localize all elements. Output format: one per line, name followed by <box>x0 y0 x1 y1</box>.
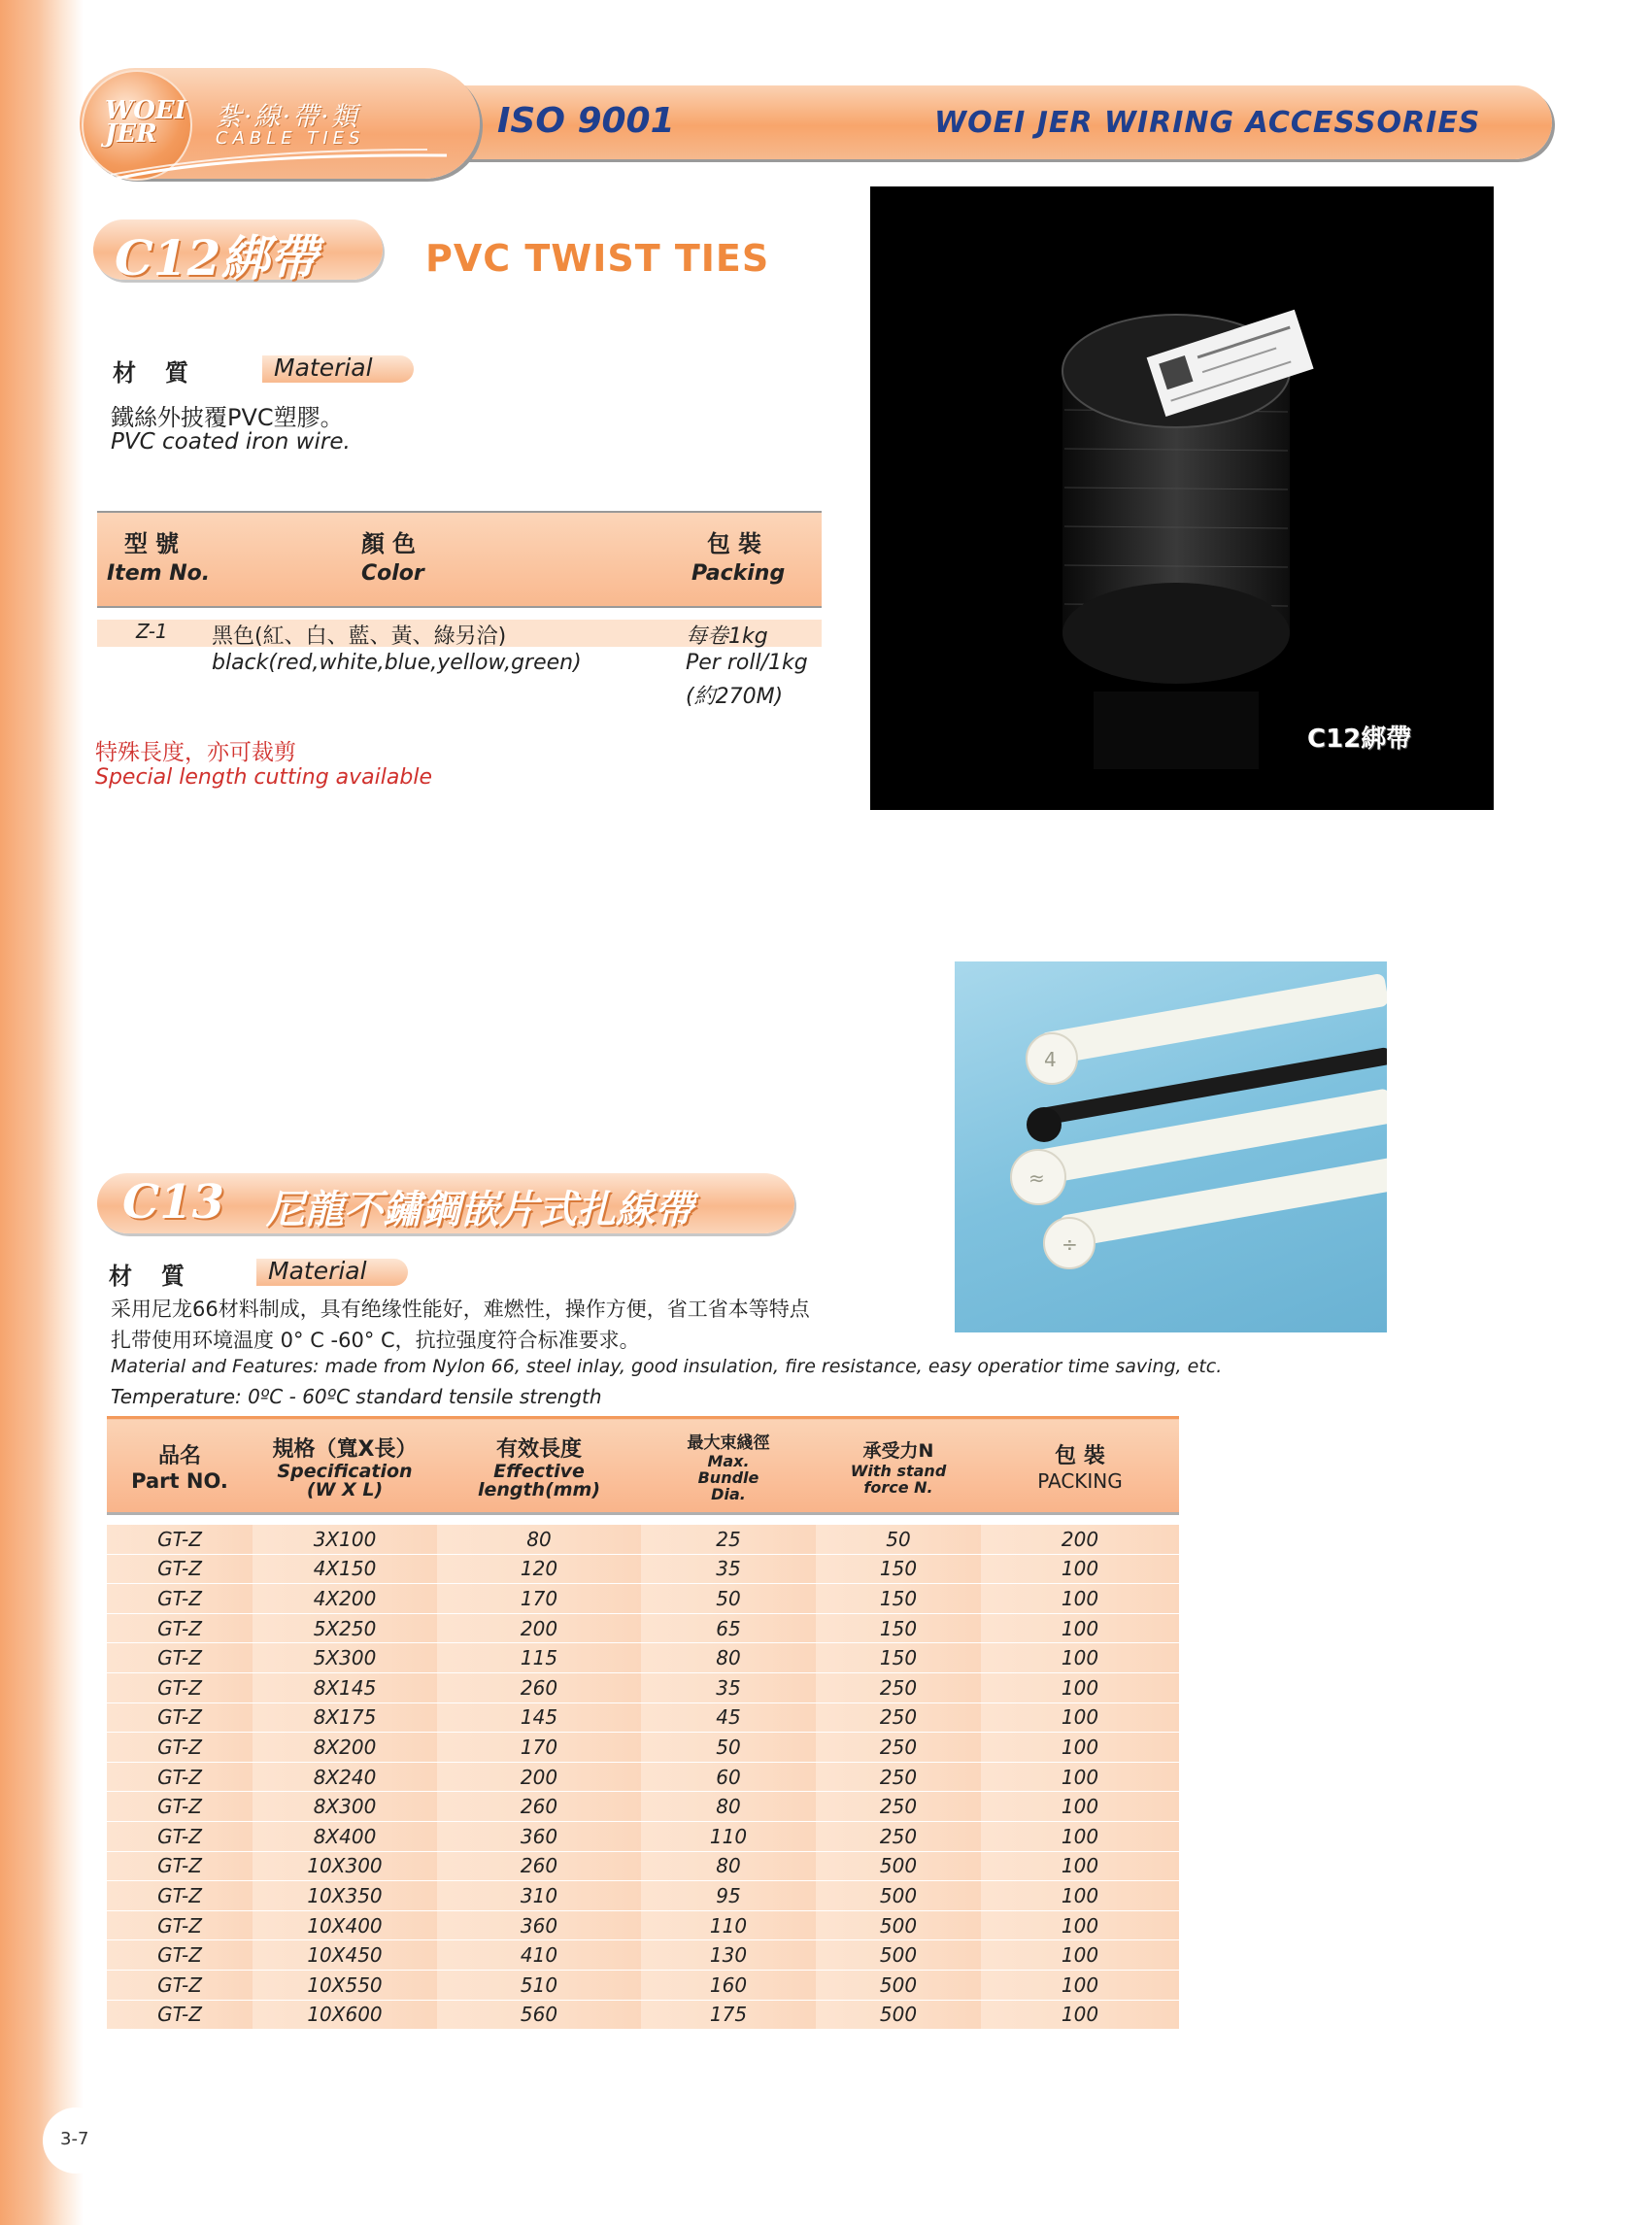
c12-note-cn: 特殊長度，亦可裁剪 <box>95 740 296 765</box>
c13-table-header-row <box>107 1418 1179 1514</box>
c13-title-cn: 尼龍不鏽鋼嵌片式扎線帶 <box>266 1187 693 1232</box>
c12-col-packing-en: Packing <box>691 561 786 586</box>
table-cell: 250 <box>816 1702 981 1733</box>
table-cell: 10X300 <box>253 1851 437 1881</box>
table-row <box>107 1762 1179 1792</box>
logo-chinese-text: 紮·線·帶·類 <box>216 102 359 132</box>
table-cell: 560 <box>437 2000 641 2030</box>
table-cell: GT-Z <box>107 1821 253 1851</box>
logo-english-text: CABLE TIES <box>216 128 365 149</box>
table-cell: 100 <box>981 1910 1179 1940</box>
table-cell: 100 <box>981 1821 1179 1851</box>
table-cell: 100 <box>981 1881 1179 1911</box>
table-cell: 4X150 <box>253 1554 437 1584</box>
table-cell: 360 <box>437 1821 641 1851</box>
table-cell: 130 <box>641 1940 816 1971</box>
c12-col-color-cn: 顏色 <box>361 530 423 557</box>
table-cell: 8X175 <box>253 1702 437 1733</box>
table-cell: 150 <box>816 1584 981 1614</box>
table-cell: 95 <box>641 1881 816 1911</box>
c12-col-packing-cn: 包裝 <box>707 530 769 557</box>
c12-color-en: black(red,white,blue,yellow,green) <box>212 651 582 675</box>
table-cell: GT-Z <box>107 1851 253 1881</box>
c12-col-item-en: Item No. <box>107 561 211 586</box>
table-row <box>107 1733 1179 1763</box>
c13-title-code: C13 <box>122 1175 224 1230</box>
table-cell: 120 <box>437 1554 641 1584</box>
c13-col-part: 品名 Part NO. <box>107 1418 253 1514</box>
table-row <box>107 1821 1179 1851</box>
table-cell: 35 <box>641 1672 816 1702</box>
c12-packing-3: (約270M) <box>686 685 784 709</box>
table-cell: 10X450 <box>253 1940 437 1971</box>
table-cell: 100 <box>981 1940 1179 1971</box>
table-cell: 8X400 <box>253 1821 437 1851</box>
c13-desc-cn-2: 扎带使用环境温度 0° C -60° C，抗拉强度符合标准要求。 <box>111 1329 640 1352</box>
table-cell: 500 <box>816 1851 981 1881</box>
table-cell: 35 <box>641 1554 816 1584</box>
table-cell: 25 <box>641 1525 816 1554</box>
table-cell: GT-Z <box>107 1792 253 1822</box>
table-cell: GT-Z <box>107 1643 253 1673</box>
table-cell: 200 <box>437 1762 641 1792</box>
svg-text:≈: ≈ <box>1028 1166 1045 1190</box>
table-cell: 80 <box>641 1851 816 1881</box>
table-row <box>107 1910 1179 1940</box>
table-cell: 110 <box>641 1910 816 1940</box>
table-cell: 100 <box>981 1643 1179 1673</box>
table-cell: 10X350 <box>253 1881 437 1911</box>
table-cell: 500 <box>816 2000 981 2030</box>
logo-swoosh-graphic <box>107 146 456 185</box>
c13-col-packing: 包 裝 PACKING <box>981 1418 1179 1514</box>
cable-ties-image <box>955 961 1387 1332</box>
table-row <box>107 1525 1179 1554</box>
c12-color-cn: 黑色(紅、白、藍、黃、綠另洽) <box>212 624 507 649</box>
table-cell: GT-Z <box>107 1733 253 1763</box>
table-cell: 65 <box>641 1613 816 1643</box>
table-cell: 100 <box>981 1554 1179 1584</box>
table-cell: 160 <box>641 1970 816 2000</box>
c13-col-spec: 規格（寬X長） Specification (W X L) <box>253 1418 437 1514</box>
table-cell: 250 <box>816 1762 981 1792</box>
c13-col-bundle-dia: 最大束綫徑 Max. Bundle Dia. <box>641 1418 816 1514</box>
table-cell: 100 <box>981 1702 1179 1733</box>
table-cell: 250 <box>816 1733 981 1763</box>
table-cell: GT-Z <box>107 1702 253 1733</box>
page-number: 3-7 <box>60 2129 89 2149</box>
table-row <box>107 1702 1179 1733</box>
table-cell: 510 <box>437 1970 641 2000</box>
table-cell: 100 <box>981 1672 1179 1702</box>
table-cell: 80 <box>437 1525 641 1554</box>
table-cell: GT-Z <box>107 1910 253 1940</box>
table-cell: GT-Z <box>107 1881 253 1911</box>
table-cell: 260 <box>437 1851 641 1881</box>
c12-desc-cn: 鐵絲外披覆PVC塑膠。 <box>111 404 344 431</box>
table-cell: 170 <box>437 1733 641 1763</box>
table-cell: 5X300 <box>253 1643 437 1673</box>
table-cell: 360 <box>437 1910 641 1940</box>
table-cell: 500 <box>816 1910 981 1940</box>
iso-label: ISO 9001 <box>497 101 675 141</box>
c12-title: C12綁帶 <box>115 229 319 287</box>
c13-spec-table <box>107 1416 1179 2030</box>
c12-item-no: Z-1 <box>136 620 168 643</box>
table-cell: 100 <box>981 1733 1179 1763</box>
table-cell: 115 <box>437 1643 641 1673</box>
table-cell: 260 <box>437 1672 641 1702</box>
table-cell: 10X600 <box>253 2000 437 2030</box>
table-row <box>107 1554 1179 1584</box>
table-row <box>107 1613 1179 1643</box>
table-cell: 100 <box>981 1851 1179 1881</box>
table-cell: 8X200 <box>253 1733 437 1763</box>
table-cell: 500 <box>816 1970 981 2000</box>
table-cell: 5X250 <box>253 1613 437 1643</box>
table-cell: 250 <box>816 1792 981 1822</box>
table-cell: 150 <box>816 1554 981 1584</box>
c12-col-item-cn: 型號 <box>124 530 186 557</box>
c13-product-photo <box>955 961 1387 1332</box>
c12-packing-2: Per roll/1kg <box>686 651 808 675</box>
table-cell: GT-Z <box>107 2000 253 2030</box>
table-cell: GT-Z <box>107 1584 253 1614</box>
table-cell: GT-Z <box>107 1554 253 1584</box>
table-cell: 170 <box>437 1584 641 1614</box>
c12-desc-en: PVC coated iron wire. <box>111 429 351 455</box>
c13-material-cn: 材質 <box>109 1263 214 1290</box>
table-cell: 200 <box>981 1525 1179 1554</box>
table-cell: 250 <box>816 1672 981 1702</box>
table-cell: GT-Z <box>107 1762 253 1792</box>
table-row <box>107 1881 1179 1911</box>
c13-desc-en-1: Material and Features: made from Nylon 66, steel inlay, good insulation, fire resistance, easy operatior time saving, etc. <box>111 1356 1223 1377</box>
table-cell: 4X200 <box>253 1584 437 1614</box>
table-cell: 260 <box>437 1792 641 1822</box>
c12-col-color-en: Color <box>361 561 424 586</box>
c12-material-cn: 材質 <box>113 359 218 387</box>
table-cell: 250 <box>816 1821 981 1851</box>
c13-desc-cn-1: 采用尼龙66材料制成，具有绝缘性能好，难燃性，操作方便，省工省本等特点 <box>111 1298 810 1321</box>
table-cell: 200 <box>437 1613 641 1643</box>
table-cell: 100 <box>981 2000 1179 2030</box>
table-cell: 100 <box>981 1970 1179 2000</box>
table-cell: 60 <box>641 1762 816 1792</box>
table-cell: 8X300 <box>253 1792 437 1822</box>
table-cell: 80 <box>641 1792 816 1822</box>
c13-col-length: 有效長度 Effective length(mm) <box>437 1418 641 1514</box>
table-cell: 310 <box>437 1881 641 1911</box>
table-cell: GT-Z <box>107 1613 253 1643</box>
table-cell: GT-Z <box>107 1672 253 1702</box>
table-cell: 150 <box>816 1643 981 1673</box>
table-cell: 100 <box>981 1762 1179 1792</box>
table-cell: 145 <box>437 1702 641 1733</box>
left-decorative-strip <box>0 0 84 2225</box>
table-row <box>107 1672 1179 1702</box>
table-cell: 50 <box>641 1584 816 1614</box>
c12-packing-1: 每卷1kg <box>686 624 768 649</box>
table-cell: 175 <box>641 2000 816 2030</box>
table-cell: 10X400 <box>253 1910 437 1940</box>
table-cell: 100 <box>981 1584 1179 1614</box>
table-cell: 3X100 <box>253 1525 437 1554</box>
svg-text:4: 4 <box>1044 1048 1057 1071</box>
c13-col-force: 承受力N With stand force N. <box>816 1418 981 1514</box>
table-cell: 45 <box>641 1702 816 1733</box>
table-cell: GT-Z <box>107 1940 253 1971</box>
c13-desc-en-2: Temperature: 0ºC - 60ºC standard tensile strength <box>111 1385 602 1408</box>
table-row <box>107 1851 1179 1881</box>
c12-note-en: Special length cutting available <box>95 765 432 790</box>
table-cell: 50 <box>641 1733 816 1763</box>
c12-subtitle: PVC TWIST TIES <box>425 237 770 280</box>
table-cell: 8X145 <box>253 1672 437 1702</box>
table-row <box>107 1940 1179 1971</box>
table-row <box>107 2000 1179 2030</box>
table-cell: 410 <box>437 1940 641 1971</box>
c13-material-en: Material <box>268 1257 367 1285</box>
table-cell: 500 <box>816 1881 981 1911</box>
table-cell: 100 <box>981 1792 1179 1822</box>
c12-material-en: Material <box>274 354 373 382</box>
svg-text:÷: ÷ <box>1062 1232 1078 1256</box>
table-cell: GT-Z <box>107 1970 253 2000</box>
table-row <box>107 1792 1179 1822</box>
table-cell: 150 <box>816 1613 981 1643</box>
table-row <box>107 1584 1179 1614</box>
table-cell: 500 <box>816 1940 981 1971</box>
company-name: WOEI JER WIRING ACCESSORIES <box>934 106 1481 140</box>
table-cell: GT-Z <box>107 1525 253 1554</box>
table-cell: 10X550 <box>253 1970 437 2000</box>
table-cell: 80 <box>641 1643 816 1673</box>
c12-product-photo <box>870 186 1494 810</box>
table-cell: 100 <box>981 1613 1179 1643</box>
wire-spool-image <box>870 186 1494 810</box>
table-cell: 110 <box>641 1821 816 1851</box>
table-cell: 50 <box>816 1525 981 1554</box>
c12-photo-caption: C12綁帶 <box>1307 725 1412 754</box>
logo-letters: WOEI JER <box>105 96 186 149</box>
table-cell: 8X240 <box>253 1762 437 1792</box>
table-row <box>107 1643 1179 1673</box>
table-row <box>107 1970 1179 2000</box>
